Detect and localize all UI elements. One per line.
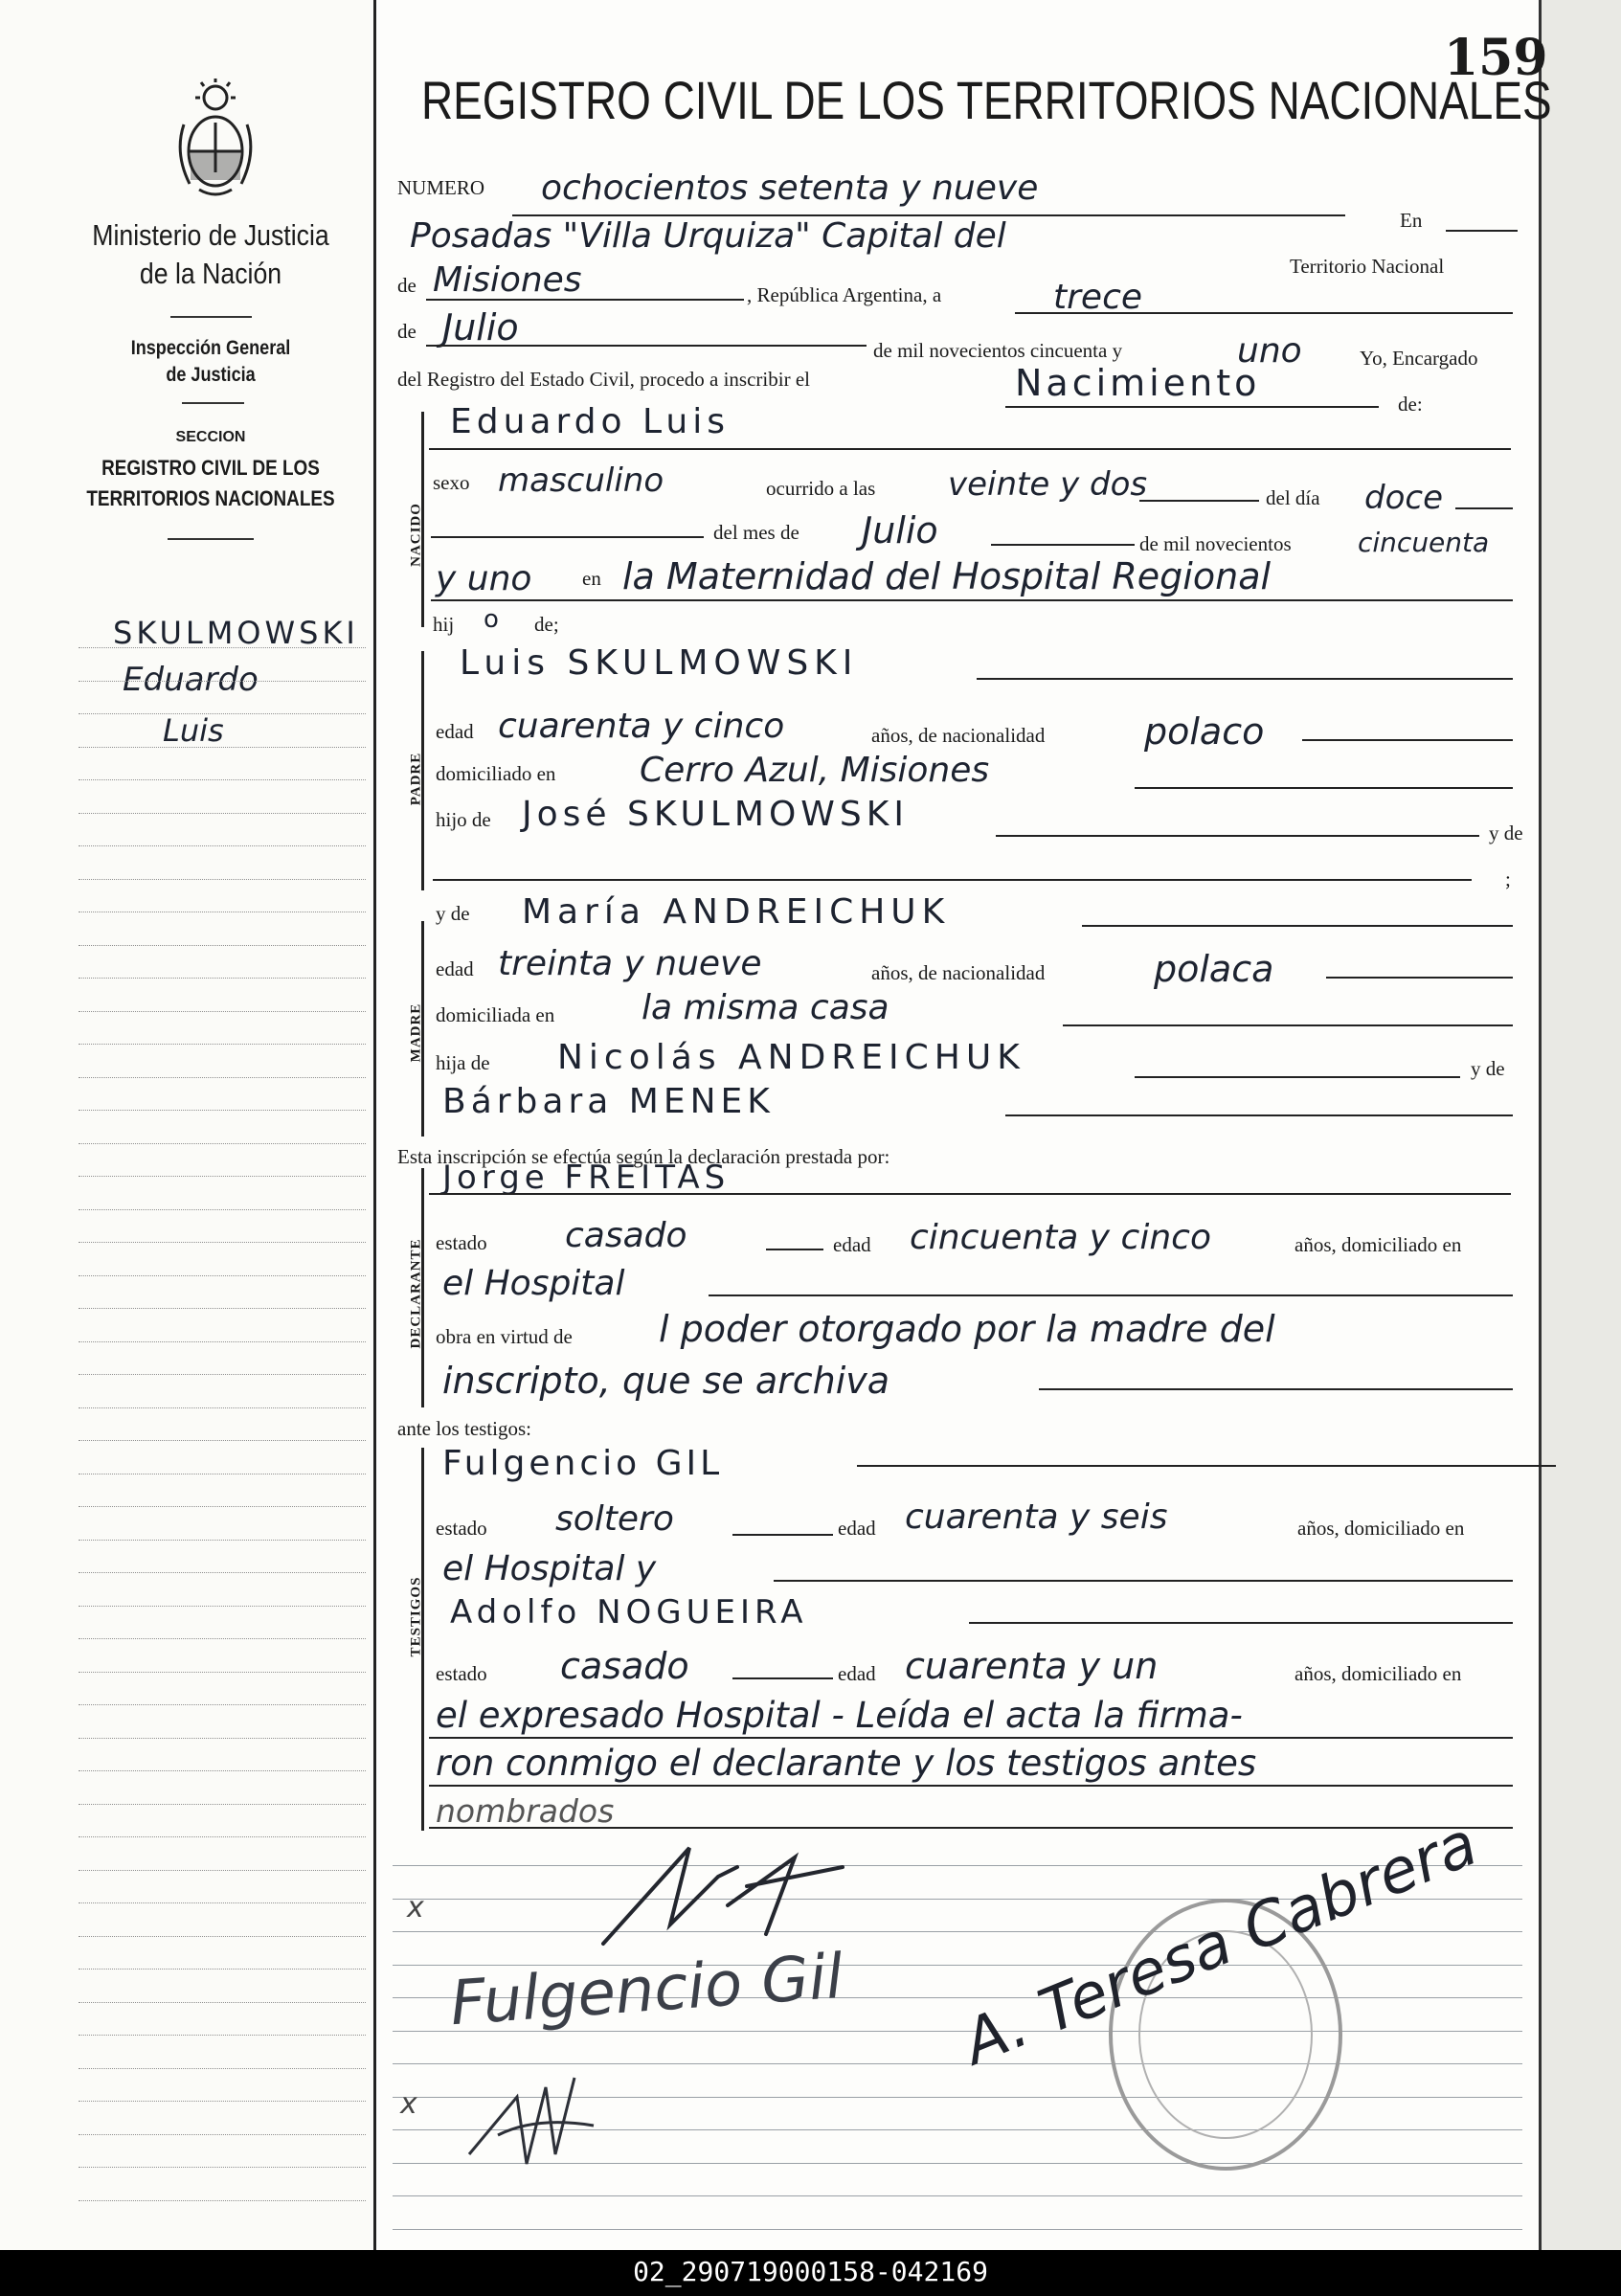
- ruled-line: [79, 713, 366, 714]
- declarante-edad: cincuenta y cinco: [910, 1218, 1211, 1257]
- signature-mark-1: x: [407, 1891, 424, 1925]
- ruled-line: [79, 1407, 366, 1408]
- blank-line: [996, 835, 1479, 837]
- anio-value-1: cincuenta: [1358, 527, 1490, 558]
- ruled-line: [79, 1440, 366, 1441]
- blank-line: [977, 678, 1513, 680]
- blank-line: [429, 448, 1511, 450]
- declarante-obra-2: inscripto, que se archiva: [442, 1360, 890, 1402]
- blank-line: [1135, 1076, 1460, 1078]
- blank-line: [1005, 1114, 1513, 1116]
- margin-surname: SKULMOWSKI: [113, 615, 359, 651]
- ruled-line: [79, 1836, 366, 1837]
- nacido-name: Eduardo Luis: [450, 402, 730, 441]
- margin-divider: [373, 0, 376, 2250]
- de-colon-label: de:: [1398, 393, 1423, 416]
- testigo-1-edad-label: edad: [838, 1517, 876, 1540]
- ruled-line: [79, 1902, 366, 1903]
- ruled-line: [79, 1506, 366, 1507]
- padre-nac-label: años, de nacionalidad: [871, 724, 1046, 747]
- blank-line: [1446, 230, 1518, 232]
- blank-line: [969, 1622, 1513, 1624]
- mil-label: de mil novecientos: [1139, 532, 1292, 555]
- blank-line: [431, 599, 1513, 601]
- act-type-value: Nacimiento: [1015, 362, 1261, 404]
- padre-edad-value: cuarenta y cinco: [498, 707, 785, 746]
- witness-2-signature: [460, 2059, 613, 2183]
- republica-label: , República Argentina, a: [747, 283, 942, 306]
- ruled-line: [79, 1770, 366, 1771]
- testigo-1-domicilio: el Hospital y: [442, 1549, 657, 1588]
- padre-father-of: José SKULMOWSKI: [522, 795, 909, 834]
- ruled-line: [79, 1044, 366, 1045]
- mes-value: Julio: [862, 509, 938, 551]
- ruled-line: [79, 879, 366, 880]
- en-label: En: [1400, 209, 1423, 232]
- padre-edad-label: edad: [436, 720, 474, 743]
- ruled-line: [79, 1308, 366, 1309]
- official-signature: A. Teresa Cabrera: [954, 1808, 1487, 2080]
- year-label: de mil novecientos cincuenta y: [873, 339, 1123, 362]
- ruled-line: [79, 1936, 366, 1937]
- blank-line: [732, 1534, 833, 1536]
- padre-nacionalidad: polaco: [1144, 710, 1265, 753]
- ruled-line: [79, 1738, 366, 1739]
- madre-nac-label: años, de nacionalidad: [871, 961, 1046, 984]
- witness-1-signature: Fulgencio Gil: [447, 1941, 845, 2040]
- section-label: SECCION: [175, 429, 246, 445]
- day-value: trece: [1053, 278, 1143, 317]
- testigo-1-name: Fulgencio GIL: [442, 1444, 724, 1483]
- testigo-1-estado-label: estado: [436, 1517, 487, 1540]
- document-code: 02_290719000158-042169: [633, 2256, 988, 2287]
- territory-value: Misiones: [433, 260, 582, 300]
- testigo-2-name: Adolfo NOGUEIRA: [450, 1593, 808, 1632]
- padre-domicilio: Cerro Azul, Misiones: [640, 751, 990, 790]
- padre-label: PADRE: [408, 752, 424, 806]
- blank-line: [1326, 977, 1513, 979]
- ruled-line: [79, 1077, 366, 1078]
- declarante-obra-label: obra en virtud de: [436, 1325, 573, 1348]
- blank-line: [1082, 925, 1513, 927]
- ruled-line: [79, 1804, 366, 1805]
- blank-line: [429, 1737, 1513, 1739]
- ruled-line: [79, 978, 366, 979]
- numero-label: NUMERO: [397, 176, 485, 199]
- blank-line: [429, 1785, 1513, 1787]
- blank-line: [1302, 739, 1513, 741]
- coat-of-arms-icon: [170, 77, 261, 201]
- madre-y-de-label-2: y de: [1471, 1057, 1505, 1080]
- margin-given-name: Eduardo: [123, 661, 259, 699]
- blank-line: [1063, 1024, 1513, 1026]
- blank-line: [433, 879, 1472, 881]
- madre-y-de-label: y de: [436, 902, 470, 925]
- madre-domicilio: la misma casa: [642, 988, 889, 1027]
- encargado-label: Yo, Encargado: [1360, 347, 1478, 370]
- declarante-edad-label: edad: [833, 1233, 871, 1256]
- dia-value: doce: [1364, 479, 1443, 517]
- page-number: 159: [1444, 29, 1548, 87]
- ministry-name-line2: de la Nación: [139, 257, 282, 290]
- blank-line: [429, 1827, 1513, 1829]
- ruled-line: [79, 2167, 366, 2168]
- ruled-line: [79, 1143, 366, 1144]
- ruled-line: [79, 1209, 366, 1210]
- ruled-line: [79, 1242, 366, 1243]
- ruled-line: [393, 1931, 1522, 1932]
- ruled-line: [79, 1969, 366, 1970]
- declarante-estado: casado: [565, 1216, 687, 1255]
- hijo-label: hij: [433, 613, 455, 636]
- madre-mother-of: Bárbara MENEK: [442, 1082, 775, 1121]
- blank-line: [426, 299, 744, 301]
- blank-line: [732, 1677, 833, 1679]
- lugar-value: la Maternidad del Hospital Regional: [622, 555, 1272, 597]
- declarante-estado-label: estado: [436, 1231, 487, 1254]
- hora-value: veinte y dos: [948, 465, 1148, 504]
- ruled-line: [79, 779, 366, 780]
- ruled-line: [79, 2035, 366, 2036]
- madre-edad-label: edad: [436, 957, 474, 980]
- page-title: REGISTRO CIVIL DE LOS TERRITORIOS NACIONALES: [421, 70, 1552, 130]
- blank-line: [709, 1294, 1513, 1296]
- testigo-2-dom-label: años, domiciliado en: [1295, 1662, 1462, 1685]
- ruled-line: [79, 1606, 366, 1607]
- registro-text: del Registro del Estado Civil, procedo a inscribir el: [397, 368, 810, 391]
- mes-label: del mes de: [713, 521, 799, 544]
- declarante-intro: Esta inscripción se efectúa según la declaración prestada por:: [397, 1145, 890, 1168]
- closing-line-3: nombrados: [436, 1792, 615, 1830]
- ruled-line: [79, 1176, 366, 1177]
- ruled-line: [79, 1110, 366, 1111]
- month-value: Julio: [442, 306, 519, 349]
- blank-line: [1015, 312, 1513, 314]
- declarante-name: Jorge FREITAS: [442, 1159, 731, 1197]
- year-value: uno: [1237, 331, 1302, 371]
- blank-line: [1455, 507, 1513, 509]
- blank-line: [766, 1249, 823, 1250]
- blank-line: [431, 536, 704, 538]
- page-edge: [1539, 0, 1621, 2250]
- nacido-label: NACIDO: [408, 503, 424, 567]
- ruled-line: [79, 1572, 366, 1573]
- blank-line: [1139, 500, 1259, 502]
- padre-dom-label: domiciliado en: [436, 762, 556, 785]
- blank-line: [426, 345, 867, 347]
- de-label-2: de: [397, 320, 417, 343]
- declarante-domicilio: el Hospital: [442, 1264, 625, 1303]
- madre-edad-value: treinta y nueve: [498, 944, 762, 983]
- padre-name: Luis SKULMOWSKI: [460, 643, 859, 683]
- territorio-label: Territorio Nacional: [1290, 255, 1445, 278]
- ruled-line: [79, 1341, 366, 1342]
- ruled-line: [79, 1011, 366, 1012]
- madre-hija-label: hija de: [436, 1051, 490, 1074]
- testigo-2-estado: casado: [560, 1645, 689, 1687]
- sexo-label: sexo: [433, 471, 470, 494]
- declarante-label: DECLARANTE: [408, 1238, 424, 1349]
- padre-y-de-label: y de: [1489, 822, 1523, 844]
- signature-mark-2: x: [400, 2087, 417, 2121]
- ruled-line: [393, 2195, 1522, 2196]
- inspection-name-line2: de Justicia: [166, 364, 256, 386]
- ruled-line: [79, 1374, 366, 1375]
- declarante-dom-label: años, domiciliado en: [1295, 1233, 1462, 1256]
- de-label: de;: [534, 613, 559, 636]
- ruled-line: [79, 945, 366, 946]
- dia-label: del día: [1266, 486, 1320, 509]
- ministry-name: Ministerio de Justicia: [92, 218, 329, 252]
- padre-hijo-label: hijo de: [436, 808, 491, 831]
- testigo-2-estado-label: estado: [436, 1662, 487, 1685]
- ruled-line: [79, 2200, 366, 2201]
- blank-line: [1039, 1388, 1513, 1390]
- section-name: REGISTRO CIVIL DE LOS: [101, 456, 320, 480]
- ruled-line: [79, 2068, 366, 2069]
- testigos-intro: ante los testigos:: [397, 1417, 531, 1440]
- declarante-signature: [574, 1838, 881, 1953]
- ruled-line: [79, 2134, 366, 2135]
- padre-semicolon: ;: [1505, 867, 1511, 890]
- ruled-line: [79, 1638, 366, 1639]
- closing-line-2: ron conmigo el declarante y los testigos antes: [436, 1743, 1257, 1784]
- ruled-line: [79, 1540, 366, 1541]
- testigo-1-dom-label: años, domiciliado en: [1297, 1517, 1465, 1540]
- ruled-line: [393, 2229, 1522, 2230]
- testigo-1-edad: cuarenta y seis: [905, 1497, 1168, 1537]
- margin-given-name-2: Luis: [163, 712, 224, 749]
- en-label: en: [582, 567, 601, 590]
- testigo-2-edad-label: edad: [838, 1662, 876, 1685]
- anio-value-2: y uno: [436, 559, 532, 598]
- numero-value: ochocientos setenta y nueve: [541, 169, 1039, 208]
- testigo-2-edad: cuarenta y un: [905, 1645, 1159, 1687]
- ruled-line: [79, 2002, 366, 2003]
- madre-father-of: Nicolás ANDREICHUK: [557, 1038, 1025, 1077]
- madre-name: María ANDREICHUK: [522, 892, 951, 932]
- testigo-1-estado: soltero: [555, 1499, 674, 1539]
- ruled-line: [79, 813, 366, 814]
- ruled-line: [79, 1275, 366, 1276]
- section-name-line2: TERRITORIOS NACIONALES: [86, 486, 335, 510]
- hijo-suffix: o: [484, 605, 499, 634]
- blank-line: [774, 1580, 1513, 1582]
- blank-line: [1005, 406, 1379, 408]
- sexo-value: masculino: [498, 461, 664, 500]
- madre-nacionalidad: polaca: [1154, 948, 1274, 990]
- closing-line-1: el expresado Hospital - Leída el acta la firma-: [436, 1695, 1243, 1736]
- madre-dom-label: domiciliada en: [436, 1003, 555, 1026]
- divider: [170, 316, 252, 318]
- ruled-line: [79, 1870, 366, 1871]
- divider: [182, 402, 244, 404]
- blank-line: [1135, 787, 1513, 789]
- declarante-obra-1: l poder otorgado por la madre del: [659, 1308, 1275, 1350]
- ruled-line: [79, 747, 366, 748]
- ruled-line: [79, 2101, 366, 2102]
- blank-line: [429, 1193, 1511, 1195]
- ruled-line: [79, 647, 366, 648]
- de-label: de: [397, 274, 417, 297]
- testigos-label: TESTIGOS: [408, 1576, 424, 1657]
- madre-label: MADRE: [408, 1002, 424, 1063]
- blank-line: [991, 544, 1135, 546]
- ocurrido-label: ocurrido a las: [766, 477, 876, 500]
- ruled-line: [79, 1672, 366, 1673]
- divider: [168, 538, 254, 540]
- ruled-line: [79, 681, 366, 682]
- blank-line: [857, 1465, 1556, 1467]
- ruled-line: [79, 845, 366, 846]
- ruled-line: [79, 1704, 366, 1705]
- place-value: Posadas "Villa Urquiza" Capital del: [410, 216, 1006, 256]
- inspection-name: Inspección General: [130, 337, 291, 359]
